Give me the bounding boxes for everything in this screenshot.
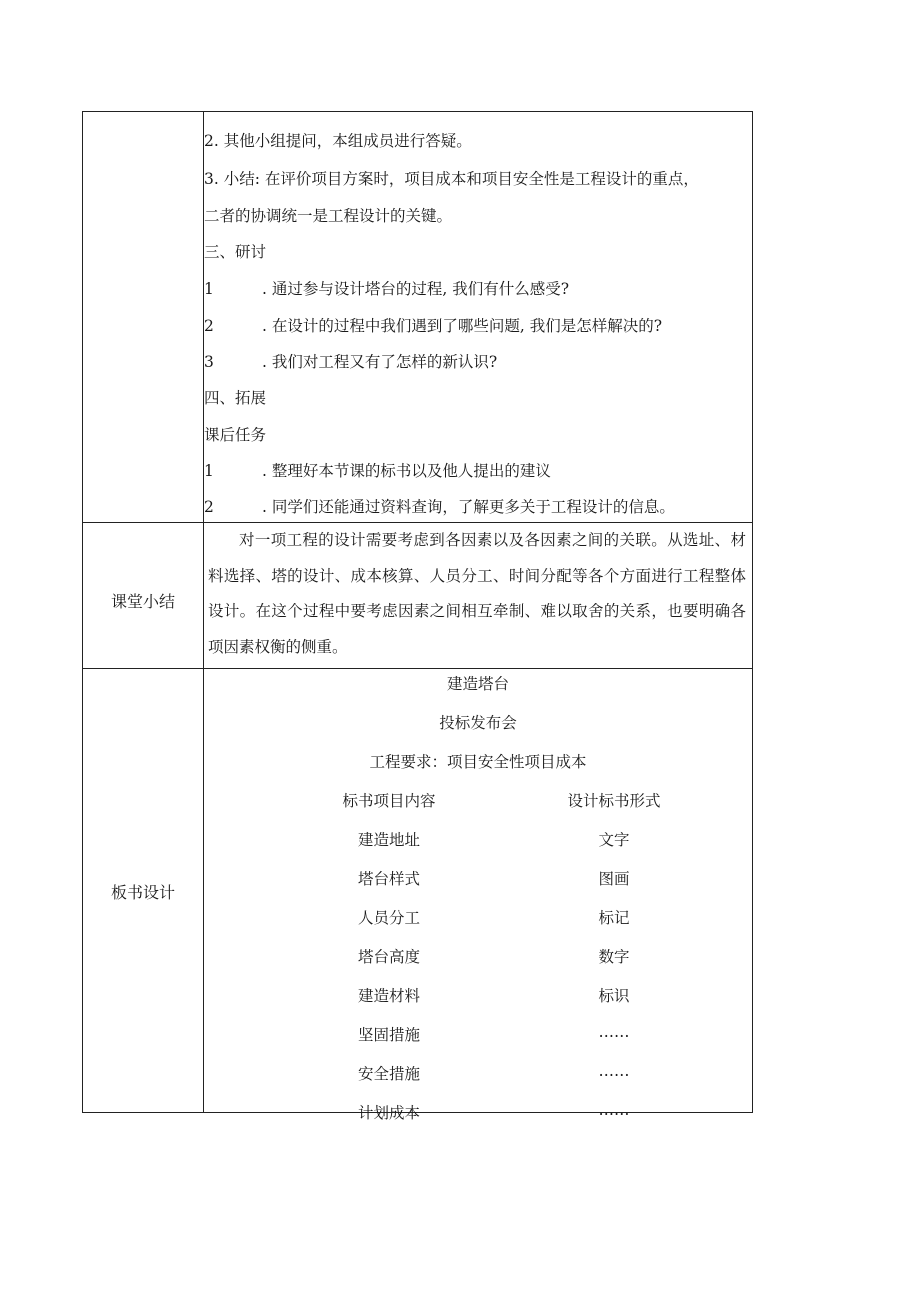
board-form: …… <box>598 1062 630 1080</box>
item-text: . 整理好本节课的标书以及他人提出的建议 <box>262 462 551 480</box>
summary-label: 课堂小结 <box>110 592 175 611</box>
summary-text: 对一项工程的设计需要考虑到各因素以及各因素之间的关联。从选址、材料选择、塔的设计、成本核算、人员分工、时间分配等各个方面进行工程整体设计。在这个过程中要考虑因素之间相互牵制、难以取舍的关系，也要明确各项因素权衡的侧重。 <box>208 531 746 656</box>
board-form: …… <box>598 1023 630 1041</box>
board-form: …… <box>598 1101 630 1119</box>
discussion-item <box>204 314 662 336</box>
homework-item <box>204 495 675 517</box>
discussion-item <box>204 277 569 299</box>
item-text: . 通过参与设计塔台的过程, 我们有什么感受? <box>262 280 570 298</box>
board-cell <box>204 669 752 1122</box>
item-text: . 同学们还能通过资料查询，了解更多关于工程设计的信息。 <box>262 498 675 516</box>
col-right-header: 设计标书形式 <box>567 792 661 810</box>
homework-item <box>204 459 551 481</box>
item-number: 1 <box>204 462 214 480</box>
board-form: 文字 <box>598 831 630 849</box>
board-item: 建造地址 <box>357 831 420 849</box>
item-text: . 在设计的过程中我们遇到了哪些问题, 我们是怎样解决的? <box>262 317 663 335</box>
item-number: 3 <box>204 353 214 371</box>
board-item: 塔台样式 <box>357 870 420 888</box>
board-item: 安全措施 <box>357 1065 420 1083</box>
discussion-item <box>204 350 497 372</box>
item-text: . 我们对工程又有了怎样的新认识? <box>262 353 498 371</box>
activity-line: 2. 其他小组提问，本组成员进行答疑。 <box>204 132 472 150</box>
board-label: 板书设计 <box>110 883 175 902</box>
section-heading: 三、研讨 <box>204 243 267 261</box>
activity-line: 3. 小结: 在评价项目方案时，项目成本和项目安全性是工程设计的重点， <box>204 170 699 188</box>
homework-heading: 课后任务 <box>204 426 267 444</box>
board-subtitle: 投标发布会 <box>439 714 517 732</box>
item-number: 2 <box>204 498 214 516</box>
activity-line: 二者的协调统一是工程设计的关键。 <box>204 207 453 225</box>
item-number: 1 <box>204 280 214 298</box>
board-title: 建造塔台 <box>446 675 509 693</box>
board-item: 人员分工 <box>357 909 420 927</box>
col-left-header: 标书项目内容 <box>342 792 436 810</box>
item-number: 2 <box>204 317 214 335</box>
board-item: 坚固措施 <box>357 1026 420 1044</box>
board-item: 建造材料 <box>357 987 420 1005</box>
board-form: 图画 <box>598 870 630 888</box>
board-item: 计划成本 <box>357 1104 420 1122</box>
board-form: 标识 <box>598 987 630 1005</box>
section-heading: 四、拓展 <box>204 389 267 407</box>
board-item: 塔台高度 <box>357 948 420 966</box>
board-form: 数字 <box>598 948 630 966</box>
board-form: 标记 <box>598 909 630 927</box>
summary-cell <box>204 523 752 668</box>
lesson-table <box>82 111 753 1122</box>
board-requirement: 工程要求：项目安全性项目成本 <box>369 753 587 771</box>
activity-cell <box>204 112 752 522</box>
